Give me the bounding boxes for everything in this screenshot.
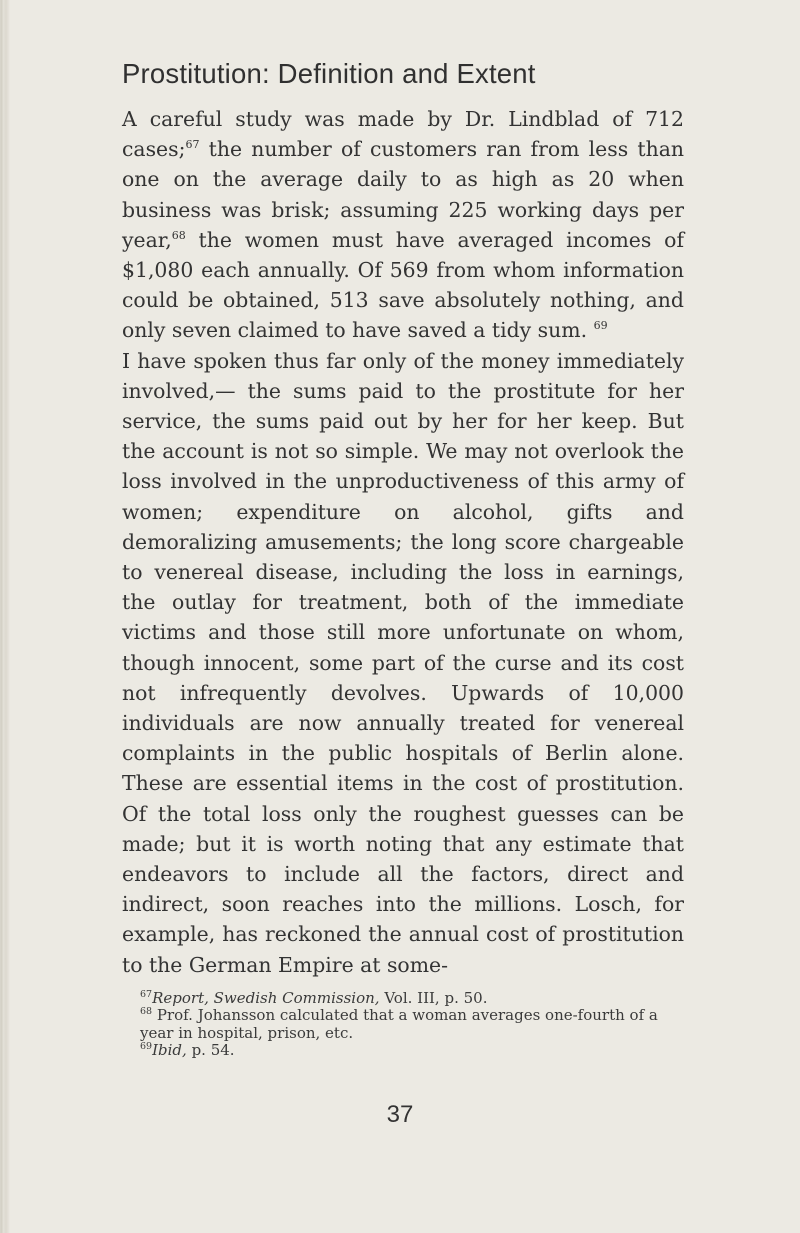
footnotes (122, 990, 684, 1060)
footnote-68 (122, 1007, 684, 1042)
footnote-italic: Ibid, (152, 1041, 187, 1060)
footnote-number: 67 (140, 988, 153, 1000)
book-page (122, 58, 684, 1060)
footnote-ref-67: 67 (185, 138, 200, 152)
footnote-number: 68 (140, 1006, 153, 1018)
footnote-text: Vol. III, p. 50. (379, 988, 488, 1007)
paragraph-1 (122, 104, 684, 346)
footnote-69 (122, 1042, 684, 1060)
body-text (122, 104, 684, 980)
footnote-ref-68: 68 (171, 229, 186, 243)
footnote-ref-69: 69 (593, 319, 608, 333)
running-head: Prostitution: Definition and Extent (122, 58, 536, 89)
footnote-italic: Report, Swedish Commission, (152, 988, 380, 1007)
paragraph-2: I have spoken thus far only of the money immediately involved,— the sums paid to the prostitute for her service, the sums paid out by her for her keep. But the account is not so simple. We may not overlook the loss involved in the unproductiveness of this army of women; expenditure on alcohol, gifts and demoralizing amusements; the long score chargeable to venereal disease, including the loss in earnings, the outlay for treatment, both of the immediate victims and those still more unfortunate on whom, though innocent, some part of the curse and its cost not infrequently devolves. Upwards of 10,000 individuals are now annually treated for venereal complaints in the public hospitals of Berlin alone. These are essential items in the cost of prostitution. Of the total loss only the roughest guesses can be made; but it is worth noting that any estimate that endeavors to include all the factors, direct and indirect, soon reaches into the millions. Losch, for example, has reckoned the annual cost of prostitution to the German Empire at some- (122, 348, 684, 977)
binding-edge (0, 0, 10, 1233)
paragraph-1-part-a: A careful study was made by Dr. Lindblad of 712 cases; (122, 107, 684, 162)
paragraph-1-part-b: the number of customers ran from less than one on the average daily to as high as 20 when business was brisk; assuming 225 working days per year, (122, 137, 684, 252)
footnote-text: Prof. Johansson calculated that a woman averages one-fourth of a year in hospital, prison, etc. (140, 1006, 658, 1042)
footnote-text: p. 54. (186, 1041, 235, 1060)
footnote-67 (122, 990, 684, 1008)
paragraph-1-part-c: the women must have averaged incomes of $1,080 each annually. Of 569 from whom information could be obtained, 513 save absolutely nothing, and only seven claimed to have saved a tidy sum. (122, 227, 684, 343)
page-number: 37 (386, 1101, 414, 1128)
footnote-number: 69 (140, 1041, 153, 1053)
